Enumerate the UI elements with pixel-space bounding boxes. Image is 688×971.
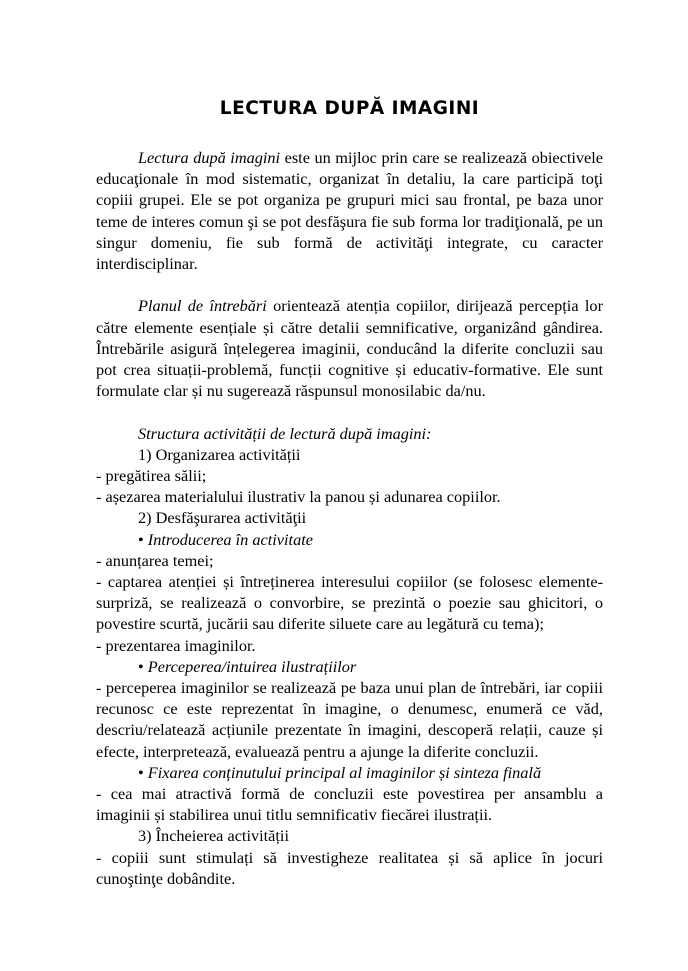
text-run: • <box>138 529 148 549</box>
text-run: - perceperea imaginilor se realizează pe baza unui plan de întrebări, iar copiii recunosc ce este reprezentat în imagine, o denumesc, enumeră ce văd, descriu/relatează acțiunile prezentate în imagini, descoperă relații, cauze și efecte, interpretează, evaluează pentru a ajunge la diferite concluzii. <box>96 678 603 761</box>
text-run: 1) Organizarea activității <box>138 444 301 464</box>
list-item-asezarea <box>96 486 603 507</box>
list-item-concluzii <box>96 783 603 825</box>
italic-text-run: Perceperea/intuirea ilustrațiilor <box>147 656 357 676</box>
text-run: orientează atenția copiilor, dirijează percepția lor către elemente esențiale și către detalii semnificative, organizând gândirea. Întrebările asigură înțelegerea imaginii, conducând la diferite concluzii sau pot crea situații-problemă, funcții cognitive și educativ-formative. Ele sunt formulate clar și nu sugerează răspunsul monosilabic da/nu. <box>96 296 603 401</box>
paragraph-definition <box>96 147 603 274</box>
step-3-heading <box>96 825 603 846</box>
text-run: - copiii sunt stimulați să investigheze realitatea și să aplice în jocuri cunoştinţe dobândite. <box>96 847 603 888</box>
structure-heading <box>96 423 603 444</box>
italic-text-run: Introducerea în activitate <box>147 529 313 549</box>
step-1-heading <box>96 444 603 465</box>
text-run: este un mijloc prin care se realizează obiectivele educaţionale în mod sistematic, organizat în detaliu, la care participă toţi copiii grupei. Ele se pot organiza pe grupuri mici sau frontal, pe baza unor teme de interes comun şi se pot desfăşura fie sub forma lor tradiţională, pe un singur domeniu, fie sub formă de activităţi integrate, cu caracter interdisciplinar. <box>96 148 603 274</box>
text-run: - pregătirea sălii; <box>96 466 207 486</box>
text-run: - captarea atenției și întreținerea interesului copiilor (se folosesc elemente-surpriză, se realizează o convorbire, se prezintă o poezie sau ghicitori, o povestire scurtă, jucării sau diferite siluete care au legătură cu tema); <box>96 572 603 634</box>
text-run: • <box>138 762 148 782</box>
text-run: 2) Desfăşurarea activităţii <box>138 508 307 528</box>
text-run: • <box>138 656 148 676</box>
text-run: - cea mai atractivă formă de concluzii este povestirea per ansamblu a imaginii și stabilirea unui titlu semnificativ fiecărei ilustrații. <box>96 784 603 825</box>
text-run: - așezarea materialului ilustrativ la panou și adunarea copiilor. <box>96 487 501 507</box>
document-title: LECTURA DUPĂ IMAGINI <box>219 98 480 119</box>
italic-text-run: Lectura după imagini <box>138 148 281 167</box>
list-item-prezentarea <box>96 635 603 656</box>
document-body <box>96 147 603 889</box>
text-run: - anunțarea temei; <box>96 550 214 570</box>
list-item-pregatirea <box>96 465 603 486</box>
text-run: - prezentarea imaginilor. <box>96 635 256 655</box>
step-2-heading <box>96 507 603 528</box>
blank-line <box>96 274 603 295</box>
list-item-captarea <box>96 571 603 635</box>
bullet-perceperea <box>96 656 603 677</box>
italic-text-run: Structura activității de lectură după imagini: <box>138 423 432 443</box>
list-item-anuntarea <box>96 550 603 571</box>
bullet-fixarea <box>96 762 603 783</box>
paragraph-question-plan <box>96 295 603 401</box>
text-run: 3) Încheierea activității <box>138 826 289 846</box>
bullet-introducerea <box>96 529 603 550</box>
list-item-perceperea-detalii <box>96 677 603 762</box>
italic-text-run: Planul de întrebări <box>138 296 267 316</box>
blank-line <box>96 401 603 422</box>
list-item-incheiere <box>96 847 603 889</box>
italic-text-run: Fixarea conținutului principal al imaginilor și sinteza finală <box>147 762 542 782</box>
